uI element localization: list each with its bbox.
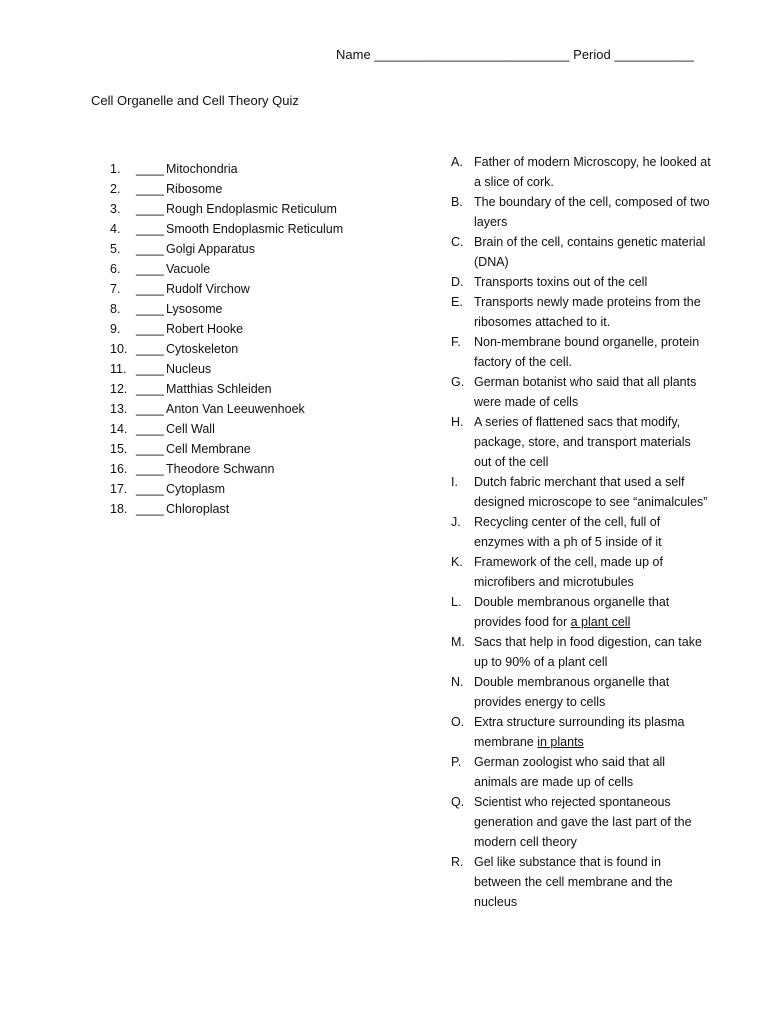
name-blank[interactable]: ___________________________ [374,47,570,62]
answer-description-text: Recycling center of the cell, full of enzymes with a ph of 5 inside of it [474,515,662,549]
answer-option [451,292,711,332]
answer-blank[interactable]: ____ [136,502,164,516]
answer-description-text: Double membranous organelle that provides food for [474,595,670,629]
answer-description [474,292,711,332]
answer-letter: R. [451,855,464,869]
answer-description [474,852,711,912]
question-number: 8. [110,302,121,316]
question-item [110,339,343,359]
answer-option [451,272,711,292]
answer-blank[interactable]: ____ [136,182,164,196]
question-number: 13. [110,402,128,416]
question-term: Cell Membrane [166,442,251,456]
question-item [110,499,343,519]
answer-description [474,792,711,852]
question-term: Robert Hooke [166,322,244,336]
question-number: 17. [110,482,128,496]
answer-option [451,592,711,632]
answer-option [451,512,711,552]
question-term: Nucleus [166,362,212,376]
answer-blank[interactable]: ____ [136,422,164,436]
answer-description [474,552,711,592]
answer-letter: M. [451,635,465,649]
page-title: Cell Organelle and Cell Theory Quiz [91,93,299,108]
answer-description-text: Dutch fabric merchant that used a self designed microscope to see “animalcules” [474,475,708,509]
answer-option [451,852,711,912]
answer-letter: J. [451,515,461,529]
answer-description-text: A series of flattened sacs that modify, package, store, and transport materials out of the cell [474,415,691,469]
answer-description-text: The boundary of the cell, composed of two layers [474,195,710,229]
question-term: Cytoskeleton [166,342,239,356]
answer-blank[interactable]: ____ [136,322,164,336]
question-term: Matthias Schleiden [166,382,272,396]
answer-option [451,152,711,192]
question-item [110,379,343,399]
answer-letter: F. [451,335,461,349]
answer-description-text: Double membranous organelle that provides energy to cells [474,675,670,709]
question-number: 3. [110,202,121,216]
header-name-period [336,47,694,62]
answer-option [451,672,711,712]
answer-blank[interactable]: ____ [136,362,164,376]
answer-blank[interactable]: ____ [136,262,164,276]
answer-description-text: Transports newly made proteins from the ribosomes attached to it. [474,295,701,329]
question-item [110,359,343,379]
answer-blank[interactable]: ____ [136,282,164,296]
question-term: Smooth Endoplasmic Reticulum [166,222,344,236]
question-item [110,319,343,339]
period-blank[interactable]: ___________ [614,47,694,62]
question-term: Theodore Schwann [166,462,275,476]
answer-letter: K. [451,555,463,569]
question-term: Golgi Apparatus [166,242,255,256]
answer-option [451,792,711,852]
answer-letter: E. [451,295,463,309]
answer-letter: I. [451,475,458,489]
question-item [110,279,343,299]
question-number: 2. [110,182,121,196]
question-list [110,159,343,519]
answer-letter: L. [451,595,462,609]
answer-description-text: Gel like substance that is found in between the cell membrane and the nucleus [474,855,673,909]
question-term: Mitochondria [166,162,238,176]
answer-blank[interactable]: ____ [136,302,164,316]
answer-description [474,332,711,372]
question-item [110,479,343,499]
answer-description [474,192,711,232]
answer-option [451,752,711,792]
answer-option [451,192,711,232]
answer-description-text: German botanist who said that all plants were made of cells [474,375,697,409]
question-item [110,179,343,199]
question-number: 18. [110,502,128,516]
answer-description [474,592,711,632]
answer-description-text: Extra structure surrounding its plasma membrane [474,715,685,749]
answer-description [474,672,711,712]
answer-blank[interactable]: ____ [136,442,164,456]
answer-description-text: Sacs that help in food digestion, can take up to 90% of a plant cell [474,635,702,669]
question-term: Chloroplast [166,502,230,516]
question-item [110,399,343,419]
answer-description [474,412,711,472]
answer-blank[interactable]: ____ [136,382,164,396]
answer-option [451,552,711,592]
question-number: 14. [110,422,128,436]
answer-description [474,752,711,792]
question-number: 1. [110,162,121,176]
question-number: 7. [110,282,121,296]
question-item [110,419,343,439]
answer-description [474,232,711,272]
question-number: 11. [110,362,127,376]
period-label: Period [573,47,611,62]
answer-option [451,232,711,272]
answer-letter: G. [451,375,465,389]
answer-list [451,152,711,912]
answer-letter: H. [451,415,464,429]
question-term: Ribosome [166,182,223,196]
answer-description [474,372,711,412]
question-number: 15. [110,442,128,456]
answer-description-text: Transports toxins out of the cell [474,275,648,289]
answer-letter: O. [451,715,465,729]
answer-blank[interactable]: ____ [136,462,164,476]
question-term: Rough Endoplasmic Reticulum [166,202,337,216]
answer-letter: N. [451,675,464,689]
answer-description [474,272,711,292]
question-item [110,159,343,179]
answer-letter: A. [451,155,463,169]
answer-description [474,632,711,672]
question-number: 9. [110,322,121,336]
question-item [110,299,343,319]
question-item [110,439,343,459]
answer-letter: D. [451,275,464,289]
answer-description-text: Framework of the cell, made up of microfibers and microtubules [474,555,663,589]
question-term: Vacuole [166,262,211,276]
answer-description-text: Father of modern Microscopy, he looked at a slice of cork. [474,155,711,189]
answer-description [474,472,711,512]
question-term: Cell Wall [166,422,215,436]
answer-description [474,512,711,552]
question-number: 4. [110,222,121,236]
answer-option [451,332,711,372]
answer-description-text: Non-membrane bound organelle, protein factory of the cell. [474,335,700,369]
question-term: Rudolf Virchow [166,282,250,296]
question-item [110,459,343,479]
answer-description-text: Scientist who rejected spontaneous generation and gave the last part of the modern cell theory [474,795,692,849]
answer-underlined-text: a plant cell [570,615,631,629]
question-item [110,219,343,239]
answer-blank[interactable]: ____ [136,162,164,176]
answer-blank[interactable]: ____ [136,202,164,216]
answer-option [451,472,711,512]
answer-blank[interactable]: ____ [136,342,164,356]
answer-option [451,412,711,472]
answer-option [451,372,711,412]
answer-blank[interactable]: ____ [136,482,164,496]
question-item [110,259,343,279]
question-term: Anton Van Leeuwenhoek [166,402,305,416]
answer-blank[interactable]: ____ [136,222,164,236]
answer-letter: Q. [451,795,465,809]
name-label: Name [336,47,371,62]
question-item [110,239,343,259]
question-number: 12. [110,382,128,396]
answer-description [474,152,711,192]
answer-option [451,632,711,672]
question-number: 10. [110,342,128,356]
answer-description-text: Brain of the cell, contains genetic material (DNA) [474,235,706,269]
question-number: 16. [110,462,128,476]
answer-letter: C. [451,235,464,249]
question-item [110,199,343,219]
answer-blank[interactable]: ____ [136,242,164,256]
answer-option [451,712,711,752]
answer-description-text: German zoologist who said that all animals are made up of cells [474,755,666,789]
answer-blank[interactable]: ____ [136,402,164,416]
question-term: Cytoplasm [166,482,226,496]
answer-letter: P. [451,755,462,769]
answer-letter: B. [451,195,463,209]
answer-description [474,712,711,752]
answer-underlined-text: in plants [537,735,584,749]
question-term: Lysosome [166,302,223,316]
question-number: 6. [110,262,121,276]
question-number: 5. [110,242,121,256]
